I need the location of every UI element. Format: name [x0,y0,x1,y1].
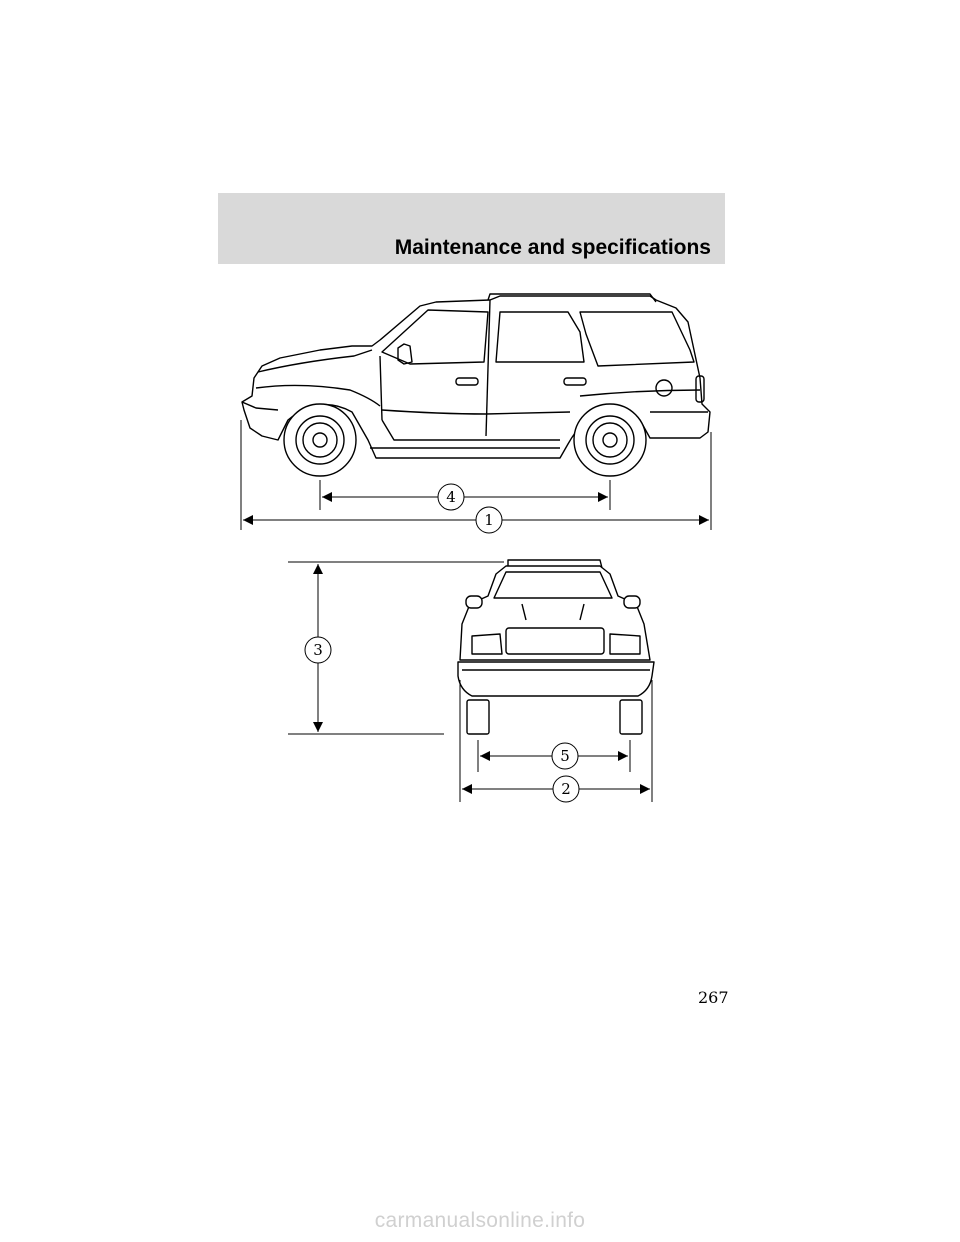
section-title: Maintenance and specifications [394,236,711,259]
svg-text:1: 1 [484,511,494,529]
svg-text:3: 3 [313,641,323,659]
svg-text:4: 4 [446,488,456,506]
callout-wheelbase [438,484,464,510]
callout-overall-length [476,507,502,533]
vehicle-front-view [458,560,654,734]
callout-track [552,743,578,769]
watermark-text: carmanualsonline.info [374,1209,586,1232]
svg-text:2: 2 [561,780,571,798]
page-number: 267 [698,988,729,1007]
vehicle-side-view [242,294,710,476]
svg-text:5: 5 [560,747,570,765]
callout-overall-width [553,776,579,802]
callout-overall-height [305,637,331,663]
